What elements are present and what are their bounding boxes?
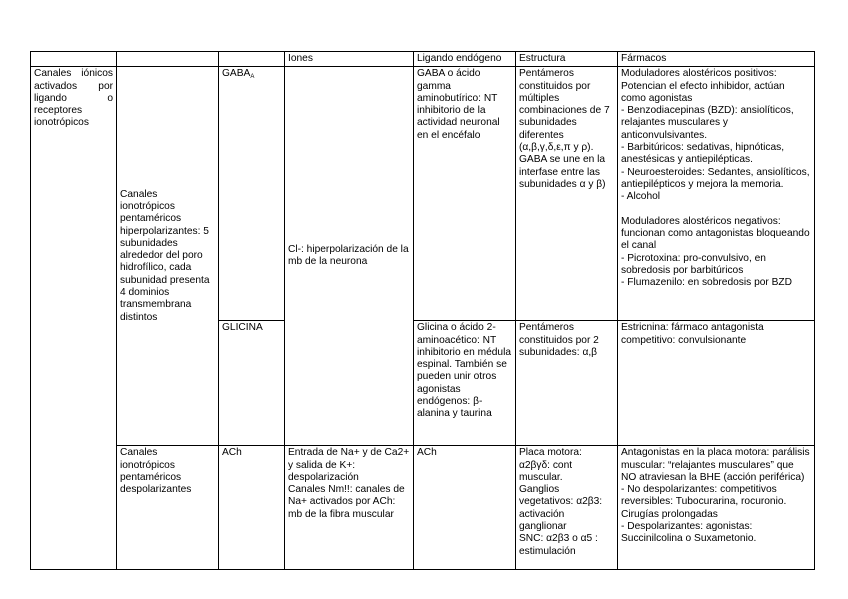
header-ions: Iones [285,52,414,67]
gaba-ligand-cell: GABA o ácido gamma aminobutírico: NT inhibitorio de la actividad neuronal en el encéfalo [414,67,516,321]
header-cell [219,52,285,67]
pharmacology-table [30,51,815,570]
glycine-drugs-cell: Estricnina: fármaco antagonista competitivo: convulsionante [618,321,815,446]
header-row [31,52,815,67]
gaba-drugs-cell: Moduladores alostéricos positivos: Potencian el efecto inhibidor, actúan como agonistas - Benzodiacepinas (BZD): ansiolíticos, relajantes musculares y anticonvulsivantes. - Barbitúricos: sedativas, hipnóticas, anestésicas y antiepilépticas. - Neuroesteroides: Sedantes, ansiolíticos, antiepilépticos y mejora la memoria. - Alcohol Moduladores alostéricos negativos: funcionan como antagonistas bloqueando el canal - Picrotoxina: pro-convulsivo, en sobredosis por barbitúricos - Flumazenilo: en sobredosis por BZD [618,67,815,321]
table-row-gaba [31,67,815,321]
ach-drugs-cell: Antagonistas en la placa motora: parálisis muscular: “relajantes musculares” que NO atraviesan la BHE (acción periférica) - No despolarizantes: competitivos reversibles: Tubocurarina, rocuronio. Cirugías prolongadas - Despolarizantes: agonistas: Succinilcolina o Suxametonio. [618,446,815,570]
header-structure: Estructura [516,52,618,67]
ach-structure-cell: Placa motora: α2βγδ: cont muscular. Ganglios vegetativos: α2β3: activación ganglionar SNC: α2β3 o α5 : estimulación [516,446,618,570]
hyperpolarizing-ions-cell: Cl-: hiperpolarización de la mb de la neurona [285,67,414,446]
gaba-structure-cell: Pentámeros constituidos por múltiples combinaciones de 7 subunidades diferentes (α,β,γ,δ,ε,π y ρ). GABA se une en la interfase entre las subunidades α y β) [516,67,618,321]
ach-name-cell: ACh [219,446,285,570]
table-row-ach [31,446,815,570]
ach-ions-cell: Entrada de Na+ y de Ca2+ y salida de K+: despolarización Canales Nm!!: canales de Na+ activados por ACh: mb de la fibra muscular [285,446,414,570]
glycine-ligand-cell: Glicina o ácido 2-aminoacético: NT inhibitorio en médula espinal. También se pueden unir otros agonistas endógenos: β-alanina y taurina [414,321,516,446]
glycine-name-cell: GLICINA [219,321,285,446]
depolarizing-type-cell: Canales ionotrópicos pentaméricos despolarizantes [117,446,219,570]
header-drugs: Fármacos [618,52,815,67]
header-cell [31,52,117,67]
glycine-structure-cell: Pentámeros constituidos por 2 subunidades: α,β [516,321,618,446]
header-ligand: Ligando endógeno [414,52,516,67]
hyperpolarizing-type-cell: Canales ionotrópicos pentaméricos hiperpolarizantes: 5 subunidades alrededor del poro hidrofílico, cada subunidad presenta 4 dominios transmembrana distintos [117,67,219,446]
gaba-name: GABA [222,68,251,80]
gaba-subscript: A [250,74,255,81]
ach-ligand-cell: ACh [414,446,516,570]
receptor-family-cell: Canales iónicos activados por ligando o receptores ionotrópicos [31,67,117,570]
header-cell [117,52,219,67]
gaba-name-cell [219,67,285,321]
